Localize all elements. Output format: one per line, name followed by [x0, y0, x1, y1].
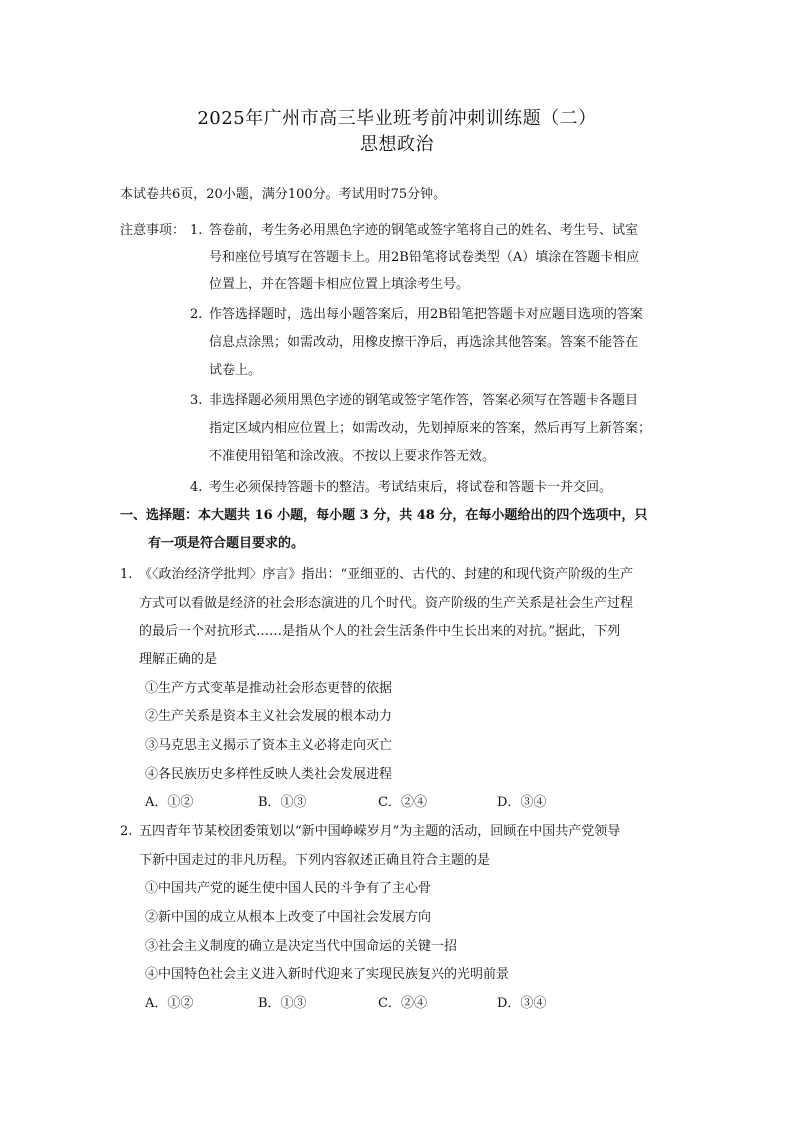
exam-intro: 本试卷共6页，20小题，满分100分。考试用时75分钟。: [120, 187, 447, 202]
notice-item-1-line: 答卷前，考生务必用黑色字迹的钢笔或签字笔将自己的姓名、考生号、试室: [209, 223, 639, 238]
notice-item-1-number: 1.: [190, 223, 203, 238]
question-1-choice-a: A．①②: [145, 795, 194, 810]
notice-item-3-line: 不准使用铅笔和涂改液。不按以上要求作答无效。: [209, 449, 496, 464]
document-title: 2025年广州市高三毕业班考前冲刺训练题（二）: [197, 108, 597, 129]
question-1-stem-line: 《〈政治经济学批判〉序言》指出：“亚细亚的、古代的、封建的和现代资产阶级的生产: [139, 567, 634, 582]
question-2-statement: ④中国特色社会主义进入新时代迎来了实现民族复兴的光明前景: [145, 967, 510, 982]
question-2-choice-d: D．③④: [497, 996, 547, 1011]
question-2-number: 2.: [120, 824, 133, 839]
notice-item-4-number: 4.: [190, 480, 203, 495]
question-2-choice-b: B．①③: [258, 996, 307, 1011]
notice-item-2-line: 信息点涂黑；如需改动，用橡皮擦干净后，再选涂其他答案。答案不能答在: [209, 335, 639, 350]
notice-item-3-number: 3.: [190, 393, 203, 408]
question-2-statement: ①中国共产党的诞生使中国人民的斗争有了主心骨: [145, 881, 432, 896]
question-1-stem-line: 方式可以看做是经济的社会形态演进的几个时代。资产阶级的生产关系是社会生产过程: [139, 596, 634, 611]
notice-item-4-line: 考生必须保持答题卡的整洁。考试结束后，将试卷和答题卡一并交回。: [209, 480, 613, 495]
question-1-stem-line: 理解正确的是: [139, 652, 218, 667]
question-1-statement: ④各民族历史多样性反映人类社会发展进程: [145, 767, 393, 782]
question-2-statement: ③社会主义制度的确立是决定当代中国命运的关键一招: [145, 939, 458, 954]
question-2-statement: ②新中国的成立从根本上改变了中国社会发展方向: [145, 910, 432, 925]
question-1-statement: ②生产关系是资本主义社会发展的根本动力: [145, 709, 393, 724]
question-2-choice-a: A．①②: [145, 996, 194, 1011]
question-2-choice-c: C．②④: [378, 996, 427, 1011]
question-1-statement: ③马克思主义揭示了资本主义必将走向灭亡: [145, 738, 393, 753]
question-2-stem-line: 下新中国走过的非凡历程。下列内容叙述正确且符合主题的是: [139, 853, 491, 868]
notice-item-3-line: 指定区域内相应位置上；如需改动，先划掉原来的答案，然后再写上新答案；: [209, 421, 652, 436]
question-1-choice-c: C．②④: [378, 795, 427, 810]
question-1-stem-line: 的最后一个对抗形式……是指从个人的社会生活条件中生长出来的对抗。”据此，下列: [139, 624, 621, 639]
notice-item-1-line: 位置上，并在答题卡相应位置上填涂考生号。: [209, 277, 470, 292]
notice-item-2-number: 2.: [190, 307, 203, 322]
document-subject: 思想政治: [360, 134, 434, 155]
question-1-statement: ①生产方式变革是推动社会形态更替的依据: [145, 681, 393, 696]
section-heading: 一、选择题：本大题共 16 小题，每小题 3 分，共 48 分，在每小题给出的四个选项中，只: [120, 508, 648, 523]
notice-item-2-line: 试卷上。: [209, 363, 262, 378]
question-1-number: 1.: [120, 567, 133, 582]
notice-item-1-line: 号和座位号填写在答题卡上。用2B铅笔将试卷类型（A）填涂在答题卡相应: [209, 250, 640, 265]
notice-item-2-line: 作答选择题时，选出每小题答案后，用2B铅笔把答题卡对应题目选项的答案: [209, 307, 643, 322]
question-2-stem-line: 五四青年节某校团委策划以“新中国峥嵘岁月”为主题的活动，回顾在中国共产党领导: [139, 824, 621, 839]
notice-item-3-line: 非选择题必须用黑色字迹的钢笔或签字笔作答，答案必须写在答题卡各题目: [209, 393, 639, 408]
notice-label: 注意事项：: [120, 223, 186, 238]
question-1-choice-b: B．①③: [258, 795, 307, 810]
question-1-choice-d: D．③④: [497, 795, 547, 810]
section-heading-continued: 有一项是符合题目要求的。: [148, 536, 305, 551]
